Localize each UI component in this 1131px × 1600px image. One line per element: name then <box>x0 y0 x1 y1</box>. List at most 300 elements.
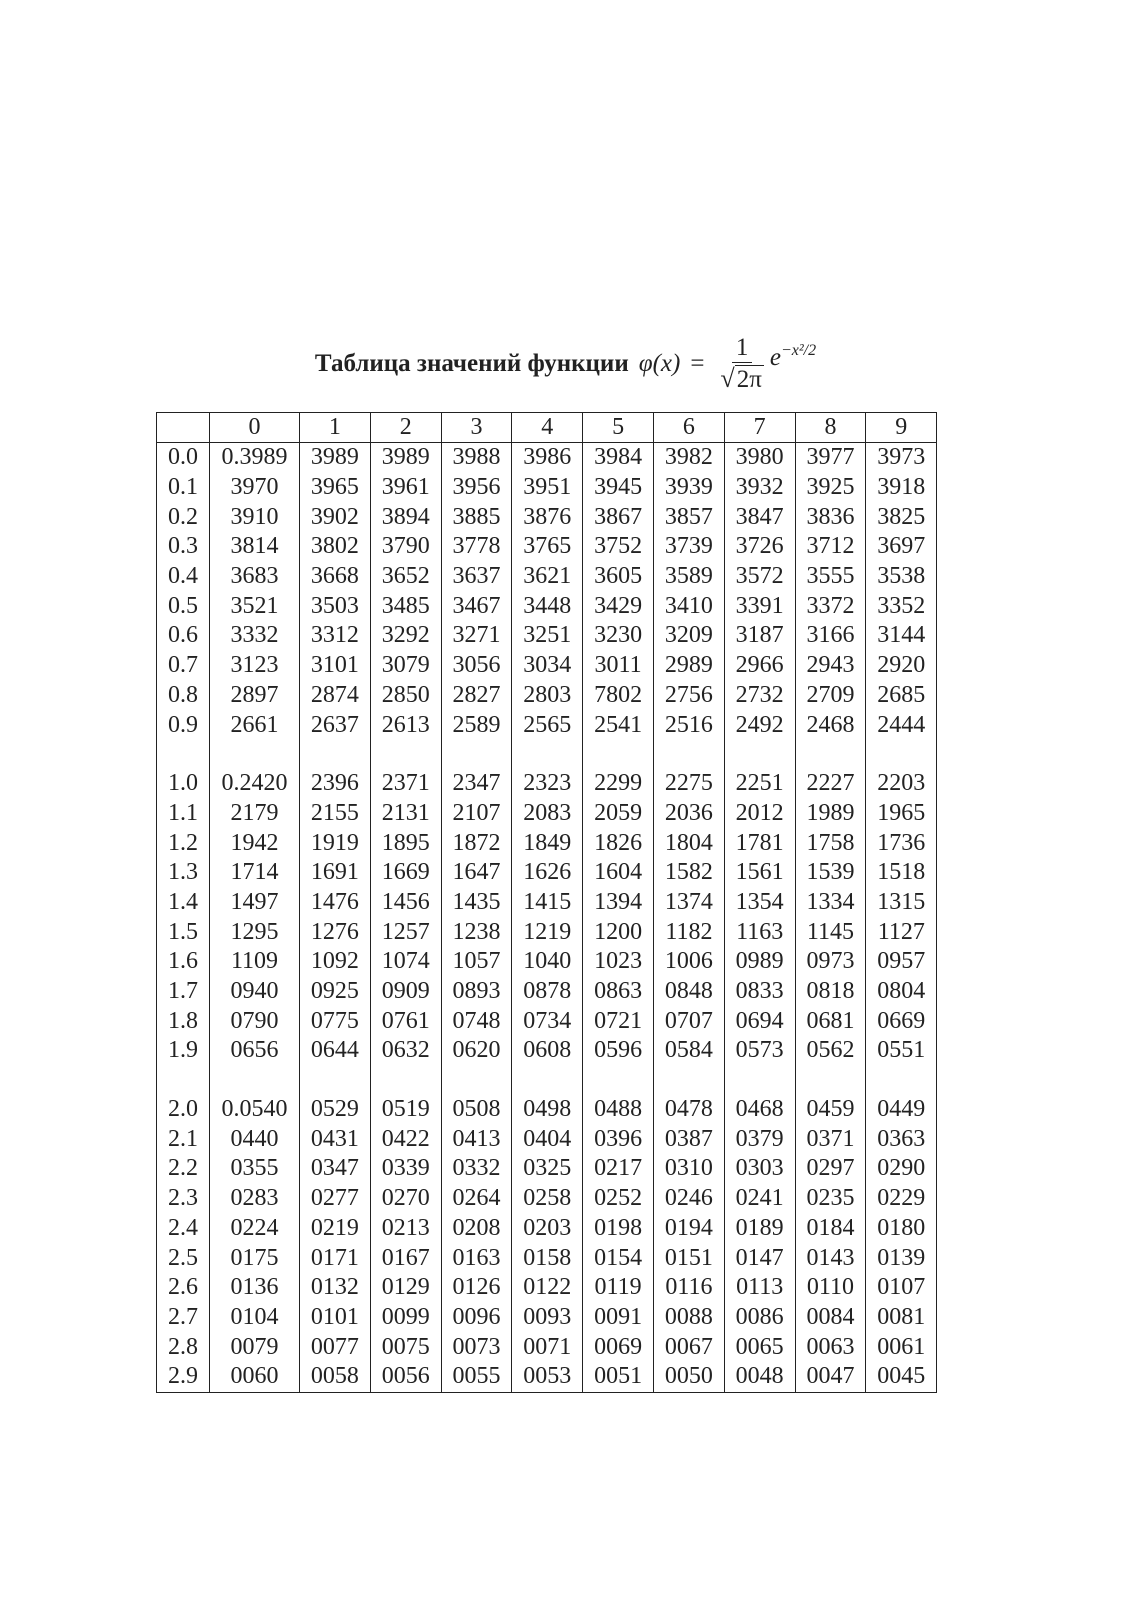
row-label: 0.0 <box>157 443 210 473</box>
table-cell: 0863 <box>583 977 654 1007</box>
table-cell: 2541 <box>583 710 654 740</box>
table-row <box>157 977 937 1007</box>
formula-denominator <box>716 363 767 394</box>
table-cell: 1182 <box>653 917 724 947</box>
table-cell: 0053 <box>512 1362 583 1392</box>
table-cell: 2920 <box>866 651 937 681</box>
column-header: 7 <box>724 413 795 443</box>
table-cell: 0632 <box>370 1036 441 1066</box>
table-cell: 0396 <box>583 1124 654 1154</box>
density-formula <box>639 334 816 394</box>
table-cell: 2966 <box>724 651 795 681</box>
table-cell: 0355 <box>210 1154 300 1184</box>
table-cell: 3144 <box>866 621 937 651</box>
table-cell: 0478 <box>653 1095 724 1125</box>
table-row <box>157 1184 937 1214</box>
table-cell: 0224 <box>210 1214 300 1244</box>
table-cell: 0081 <box>866 1303 937 1333</box>
table-cell: 0047 <box>795 1362 866 1392</box>
table-cell: 0158 <box>512 1243 583 1273</box>
table-cell: 2803 <box>512 681 583 711</box>
table-cell: 1476 <box>300 888 371 918</box>
table-cell: 3932 <box>724 473 795 503</box>
table-cell: 3965 <box>300 473 371 503</box>
table-row <box>157 1273 937 1303</box>
spacer-cell <box>157 740 210 769</box>
row-label: 0.8 <box>157 681 210 711</box>
table-cell: 1145 <box>795 917 866 947</box>
table-row <box>157 1036 937 1066</box>
table-cell: 0339 <box>370 1154 441 1184</box>
table-cell: 0681 <box>795 1006 866 1036</box>
column-header: 0 <box>210 413 300 443</box>
table-cell: 3802 <box>300 532 371 562</box>
table-cell: 2396 <box>300 769 371 799</box>
table-cell: 0050 <box>653 1362 724 1392</box>
table-cell: 0051 <box>583 1362 654 1392</box>
formula-equals: = <box>690 350 705 377</box>
table-cell: 0071 <box>512 1332 583 1362</box>
spacer-cell <box>512 1066 583 1095</box>
table-cell: 1497 <box>210 888 300 918</box>
row-label: 1.2 <box>157 828 210 858</box>
spacer-cell <box>583 1066 654 1095</box>
table-cell: 0459 <box>795 1095 866 1125</box>
table-cell: 1276 <box>300 917 371 947</box>
formula-lhs: φ(x) <box>638 350 681 377</box>
formula-root: 2π <box>736 366 762 393</box>
table-cell: 3668 <box>300 562 371 592</box>
table-cell: 0297 <box>795 1154 866 1184</box>
table-cell: 3778 <box>441 532 512 562</box>
formula-fraction <box>716 334 767 394</box>
corner-cell <box>157 413 210 443</box>
table-cell: 0151 <box>653 1243 724 1273</box>
column-header: 5 <box>583 413 654 443</box>
table-cell: 0379 <box>724 1124 795 1154</box>
table-cell: 3989 <box>300 443 371 473</box>
table-cell: 2827 <box>441 681 512 711</box>
table-cell: 1736 <box>866 828 937 858</box>
table-cell: 3621 <box>512 562 583 592</box>
spacer-cell <box>300 740 371 769</box>
table-cell: 1163 <box>724 917 795 947</box>
formula-exponential <box>770 344 816 372</box>
table-cell: 2036 <box>653 799 724 829</box>
column-header: 3 <box>441 413 512 443</box>
spacer-cell <box>441 1066 512 1095</box>
table-cell: 0167 <box>370 1243 441 1273</box>
table-cell: 0229 <box>866 1184 937 1214</box>
row-label: 1.0 <box>157 769 210 799</box>
table-cell: 0175 <box>210 1243 300 1273</box>
table-cell: 3961 <box>370 473 441 503</box>
table-row <box>157 1095 937 1125</box>
table-cell: 3101 <box>300 651 371 681</box>
table-cell: 0060 <box>210 1362 300 1392</box>
table-cell: 1895 <box>370 828 441 858</box>
table-cell: 1127 <box>866 917 937 947</box>
table-cell: 2203 <box>866 769 937 799</box>
table-cell: 0189 <box>724 1214 795 1244</box>
formula-numerator: 1 <box>732 334 753 363</box>
row-label: 2.4 <box>157 1214 210 1244</box>
table-cell: 0184 <box>795 1214 866 1244</box>
table-cell: 3814 <box>210 532 300 562</box>
table-cell: 0091 <box>583 1303 654 1333</box>
table-cell: 2179 <box>210 799 300 829</box>
table-row <box>157 473 937 503</box>
table-cell: 2685 <box>866 681 937 711</box>
table-cell: 3521 <box>210 591 300 621</box>
table-cell: 0132 <box>300 1273 371 1303</box>
table-cell: 2637 <box>300 710 371 740</box>
table-cell: 0925 <box>300 977 371 1007</box>
table-cell: 2107 <box>441 799 512 829</box>
table-cell: 1604 <box>583 858 654 888</box>
table-cell: 0422 <box>370 1124 441 1154</box>
table-cell: 1989 <box>795 799 866 829</box>
table-cell: 0048 <box>724 1362 795 1392</box>
sqrt-symbol: √ <box>720 364 735 393</box>
table-cell: 0519 <box>370 1095 441 1125</box>
table-cell: 0058 <box>300 1362 371 1392</box>
table-row <box>157 621 937 651</box>
spacer-cell <box>370 1066 441 1095</box>
table-cell: 0208 <box>441 1214 512 1244</box>
table-cell: 2897 <box>210 681 300 711</box>
table-cell: 1669 <box>370 858 441 888</box>
table-row <box>157 681 937 711</box>
table-row <box>157 562 937 592</box>
table-row <box>157 651 937 681</box>
table-cell: 0217 <box>583 1154 654 1184</box>
table-cell: 1023 <box>583 947 654 977</box>
spacer-cell <box>653 1066 724 1095</box>
table-cell: 3902 <box>300 502 371 532</box>
table-cell: 3918 <box>866 473 937 503</box>
table-cell: 1919 <box>300 828 371 858</box>
table-cell: 3876 <box>512 502 583 532</box>
table-cell: 1758 <box>795 828 866 858</box>
table-row <box>157 710 937 740</box>
table-cell: 3429 <box>583 591 654 621</box>
row-label: 2.7 <box>157 1303 210 1333</box>
table-cell: 3982 <box>653 443 724 473</box>
table-row <box>157 1006 937 1036</box>
table-cell: 3467 <box>441 591 512 621</box>
table-cell: 2131 <box>370 799 441 829</box>
table-cell: 1691 <box>300 858 371 888</box>
table-cell: 0.0540 <box>210 1095 300 1125</box>
table-cell: 3847 <box>724 502 795 532</box>
table-cell: 2613 <box>370 710 441 740</box>
table-cell: 1074 <box>370 947 441 977</box>
table-cell: 0325 <box>512 1154 583 1184</box>
table-cell: 0129 <box>370 1273 441 1303</box>
table-cell: 2083 <box>512 799 583 829</box>
row-label: 0.2 <box>157 502 210 532</box>
table-cell: 1626 <box>512 858 583 888</box>
table-cell: 2347 <box>441 769 512 799</box>
table-cell: 0656 <box>210 1036 300 1066</box>
table-cell: 3925 <box>795 473 866 503</box>
table-row <box>157 532 937 562</box>
table-cell: 0878 <box>512 977 583 1007</box>
table-cell: 1006 <box>653 947 724 977</box>
row-label: 2.2 <box>157 1154 210 1184</box>
table-cell: 1109 <box>210 947 300 977</box>
table-cell: 0061 <box>866 1332 937 1362</box>
spacer-cell <box>210 740 300 769</box>
row-label: 1.8 <box>157 1006 210 1036</box>
table-cell: 1219 <box>512 917 583 947</box>
table-cell: 0163 <box>441 1243 512 1273</box>
table-cell: 3079 <box>370 651 441 681</box>
table-cell: 0562 <box>795 1036 866 1066</box>
table-row <box>157 769 937 799</box>
table-cell: 0126 <box>441 1273 512 1303</box>
table-cell: 0573 <box>724 1036 795 1066</box>
spacer-cell <box>866 740 937 769</box>
table-row <box>157 1214 937 1244</box>
spacer-cell <box>724 740 795 769</box>
table-cell: 3945 <box>583 473 654 503</box>
table-cell: 0620 <box>441 1036 512 1066</box>
table-cell: 2565 <box>512 710 583 740</box>
table-cell: 1354 <box>724 888 795 918</box>
table-cell: 0909 <box>370 977 441 1007</box>
table-cell: 2275 <box>653 769 724 799</box>
table-cell: 3271 <box>441 621 512 651</box>
table-cell: 2299 <box>583 769 654 799</box>
table-cell: 3538 <box>866 562 937 592</box>
table-cell: 0065 <box>724 1332 795 1362</box>
table-cell: 1057 <box>441 947 512 977</box>
table-cell: 3910 <box>210 502 300 532</box>
table-cell: 0203 <box>512 1214 583 1244</box>
table-cell: 0310 <box>653 1154 724 1184</box>
table-cell: 2756 <box>653 681 724 711</box>
table-cell: 2589 <box>441 710 512 740</box>
row-label: 1.4 <box>157 888 210 918</box>
table-cell: 7802 <box>583 681 654 711</box>
row-label: 0.1 <box>157 473 210 503</box>
row-label: 0.7 <box>157 651 210 681</box>
table-cell: 2323 <box>512 769 583 799</box>
table-cell: 0194 <box>653 1214 724 1244</box>
table-cell: 0363 <box>866 1124 937 1154</box>
table-cell: 2516 <box>653 710 724 740</box>
table-row <box>157 1154 937 1184</box>
table-cell: 3939 <box>653 473 724 503</box>
table-cell: 3986 <box>512 443 583 473</box>
table-cell: 0104 <box>210 1303 300 1333</box>
table-row <box>157 888 937 918</box>
table-cell: 3372 <box>795 591 866 621</box>
table-cell: 1826 <box>583 828 654 858</box>
table-cell: 0989 <box>724 947 795 977</box>
table-cell: 1415 <box>512 888 583 918</box>
table-cell: 2059 <box>583 799 654 829</box>
table-cell: 1435 <box>441 888 512 918</box>
table-cell: 1804 <box>653 828 724 858</box>
table-cell: 2709 <box>795 681 866 711</box>
table-cell: 1374 <box>653 888 724 918</box>
table-cell: 3970 <box>210 473 300 503</box>
table-cell: 3056 <box>441 651 512 681</box>
table-cell: 3034 <box>512 651 583 681</box>
table-cell: 0440 <box>210 1124 300 1154</box>
table-cell: 1394 <box>583 888 654 918</box>
table-cell: 3867 <box>583 502 654 532</box>
table-cell: 3989 <box>370 443 441 473</box>
table-cell: 2227 <box>795 769 866 799</box>
table-cell: 0940 <box>210 977 300 1007</box>
table-cell: 3332 <box>210 621 300 651</box>
table-cell: 2012 <box>724 799 795 829</box>
table-row <box>157 1124 937 1154</box>
table-cell: 1539 <box>795 858 866 888</box>
table-cell: 0371 <box>795 1124 866 1154</box>
table-cell: 0608 <box>512 1036 583 1066</box>
table-cell: 0067 <box>653 1332 724 1362</box>
table-cell: 2661 <box>210 710 300 740</box>
table-cell: 1714 <box>210 858 300 888</box>
table-cell: 3448 <box>512 591 583 621</box>
table-cell: 1040 <box>512 947 583 977</box>
column-header: 4 <box>512 413 583 443</box>
table-cell: 0748 <box>441 1006 512 1036</box>
table-cell: 0669 <box>866 1006 937 1036</box>
table-cell: 0270 <box>370 1184 441 1214</box>
spacer-cell <box>583 740 654 769</box>
table-cell: 3825 <box>866 502 937 532</box>
table-cell: 0101 <box>300 1303 371 1333</box>
table-cell: 3230 <box>583 621 654 651</box>
table-cell: 0303 <box>724 1154 795 1184</box>
table-cell: 0449 <box>866 1095 937 1125</box>
table-cell: 3410 <box>653 591 724 621</box>
table-cell: 0045 <box>866 1362 937 1392</box>
table-cell: 2468 <box>795 710 866 740</box>
table-cell: 0413 <box>441 1124 512 1154</box>
table-cell: 0644 <box>300 1036 371 1066</box>
table-cell: 0073 <box>441 1332 512 1362</box>
table-cell: 0154 <box>583 1243 654 1273</box>
table-cell: 0077 <box>300 1332 371 1362</box>
spacer-cell <box>724 1066 795 1095</box>
table-cell: 1872 <box>441 828 512 858</box>
table-cell: 0235 <box>795 1184 866 1214</box>
row-label: 0.5 <box>157 591 210 621</box>
table-cell: 3251 <box>512 621 583 651</box>
table-row <box>157 1303 937 1333</box>
row-label: 1.9 <box>157 1036 210 1066</box>
table-cell: 0761 <box>370 1006 441 1036</box>
phi-values-table <box>156 412 937 1393</box>
table-cell: 0468 <box>724 1095 795 1125</box>
table-cell: 0347 <box>300 1154 371 1184</box>
spacer-row <box>157 740 937 769</box>
table-row <box>157 591 937 621</box>
table-cell: 0056 <box>370 1362 441 1392</box>
table-cell: 3973 <box>866 443 937 473</box>
table-cell: 0551 <box>866 1036 937 1066</box>
table-cell: 2371 <box>370 769 441 799</box>
table-cell: 0848 <box>653 977 724 1007</box>
table-cell: 0431 <box>300 1124 371 1154</box>
table-cell: 3485 <box>370 591 441 621</box>
table-cell: 0147 <box>724 1243 795 1273</box>
table-row <box>157 858 937 888</box>
table-cell: 1647 <box>441 858 512 888</box>
table-cell: 1561 <box>724 858 795 888</box>
table-cell: 3652 <box>370 562 441 592</box>
table-cell: 0219 <box>300 1214 371 1244</box>
table-cell: 0498 <box>512 1095 583 1125</box>
table-cell: 0119 <box>583 1273 654 1303</box>
spacer-cell <box>653 740 724 769</box>
table-cell: 3589 <box>653 562 724 592</box>
table-row <box>157 917 937 947</box>
formula-exponent: −x²/2 <box>780 342 817 359</box>
spacer-cell <box>157 1066 210 1095</box>
title-text: Таблица значений функции <box>314 350 629 377</box>
table-cell: 0707 <box>653 1006 724 1036</box>
table-cell: 3790 <box>370 532 441 562</box>
table-row <box>157 947 937 977</box>
table-cell: 3951 <box>512 473 583 503</box>
table-row <box>157 502 937 532</box>
table-cell: 0973 <box>795 947 866 977</box>
table-cell: 0734 <box>512 1006 583 1036</box>
table-cell: 0107 <box>866 1273 937 1303</box>
table-cell: 2155 <box>300 799 371 829</box>
table-cell: 2251 <box>724 769 795 799</box>
table-cell: 0508 <box>441 1095 512 1125</box>
table-cell: 0833 <box>724 977 795 1007</box>
table-cell: 2874 <box>300 681 371 711</box>
table-cell: 1334 <box>795 888 866 918</box>
table-cell: 0088 <box>653 1303 724 1333</box>
table-cell: 0198 <box>583 1214 654 1244</box>
table-cell: 0264 <box>441 1184 512 1214</box>
table-cell: 0122 <box>512 1273 583 1303</box>
row-label: 1.6 <box>157 947 210 977</box>
table-cell: 1849 <box>512 828 583 858</box>
table-cell: 0804 <box>866 977 937 1007</box>
row-label: 2.6 <box>157 1273 210 1303</box>
table-cell: 1456 <box>370 888 441 918</box>
table-cell: 3572 <box>724 562 795 592</box>
table-cell: 3988 <box>441 443 512 473</box>
table-cell: 3209 <box>653 621 724 651</box>
table-cell: 0099 <box>370 1303 441 1333</box>
header-row <box>157 413 937 443</box>
table-cell: 0957 <box>866 947 937 977</box>
table-cell: 0110 <box>795 1273 866 1303</box>
table-cell: 0252 <box>583 1184 654 1214</box>
row-label: 2.3 <box>157 1184 210 1214</box>
table-cell: 3683 <box>210 562 300 592</box>
table-cell: 0055 <box>441 1362 512 1392</box>
table-cell: 0775 <box>300 1006 371 1036</box>
table-cell: 2850 <box>370 681 441 711</box>
table-cell: 0136 <box>210 1273 300 1303</box>
table-cell: 0213 <box>370 1214 441 1244</box>
table-cell: 0063 <box>795 1332 866 1362</box>
